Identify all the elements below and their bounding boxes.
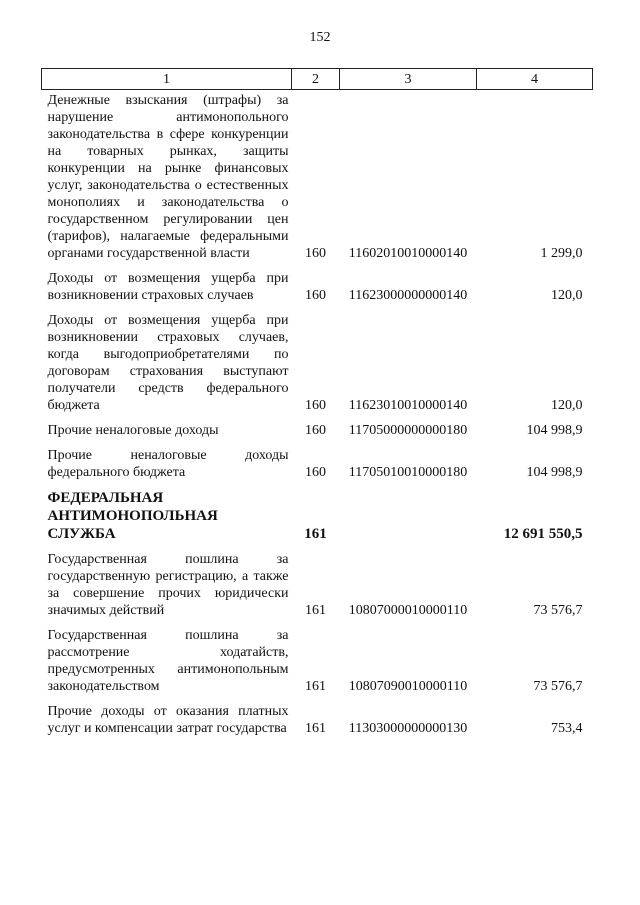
header-col-1: 1 [42,69,292,90]
row-amount-cell: 12 691 550,5 [503,526,583,542]
table-row [42,304,593,414]
row-admin-code-cell: 160 [305,288,326,303]
row-admin-code-cell: 160 [305,398,326,413]
row-budget-code-cell: 11705000000000180 [348,423,468,438]
table-row [42,695,593,737]
table-row [42,439,593,481]
row-name-cell: Государственная пошлина за рассмотрение ходатайств, предусмотренных антимонопольным законодательством [47,628,289,694]
row-amount-cell: 1 299,0 [540,246,583,261]
row-name-cell: Денежные взыскания (штрафы) за нарушение антимонопольного законодательства в сфере конкуренции на товарных рынках, защиты конкуренции на рынке финансовых услуг, законодательства о естественных монополиях и законодательства о государственном регулировании цен (тарифов), налагаемые федеральными органами государственной власти [47,93,289,261]
row-name-cell: Государственная пошлина за государственную регистрацию, а также за совершение прочих юридически значимых действий [47,552,289,618]
row-name-cell: ФЕДЕРАЛЬНАЯ АНТИМОНОПОЛЬНАЯ СЛУЖБА [47,490,218,542]
header-col-3: 3 [340,69,477,90]
header-col-4: 4 [477,69,593,90]
row-name-cell: Доходы от возмещения ущерба при возникновении страховых случаев, когда выгодоприобретателями по договорам страхования выступают получатели средств федерального бюджета [47,313,289,413]
table-row [42,90,593,263]
row-admin-code-cell: 160 [305,465,326,480]
table-row [42,481,593,543]
row-budget-code-cell: 11623000000000140 [348,288,468,303]
table-row [42,543,593,619]
row-budget-code-cell: 11303000000000130 [348,721,468,736]
row-admin-code-cell: 160 [305,246,326,261]
row-amount-cell: 73 576,7 [533,679,583,694]
row-admin-code-cell: 160 [305,423,326,438]
table-row [42,262,593,304]
row-amount-cell: 73 576,7 [533,603,583,618]
row-budget-code-cell: 10807090010000110 [348,679,468,694]
row-admin-code-cell: 161 [305,721,326,736]
row-amount-cell: 104 998,9 [526,423,583,438]
row-budget-code-cell: 11602010010000140 [348,246,468,261]
row-name-cell: Прочие неналоговые доходы федерального бюджета [47,448,289,480]
revenue-table [41,68,593,737]
row-admin-code-cell: 161 [305,679,326,694]
table-header-row [42,69,593,90]
row-budget-code-cell: 10807000010000110 [348,603,468,618]
row-amount-cell: 753,4 [551,721,583,736]
row-amount-cell: 104 998,9 [526,465,583,480]
row-name-cell: Прочие доходы от оказания платных услуг и компенсации затрат государства [47,704,289,736]
header-col-2: 2 [292,69,340,90]
table-body [42,90,593,738]
row-budget-code-cell [340,481,477,543]
row-name-cell: Доходы от возмещения ущерба при возникновении страховых случаев [47,271,289,303]
table-row [42,414,593,439]
row-admin-code-cell: 161 [304,526,327,542]
row-amount-cell: 120,0 [551,398,583,413]
row-amount-cell: 120,0 [551,288,583,303]
row-admin-code-cell: 161 [305,603,326,618]
page-number: 152 [309,30,331,45]
table-row [42,619,593,695]
row-budget-code-cell: 11623010010000140 [348,398,468,413]
row-budget-code-cell: 11705010010000180 [348,465,468,480]
row-name-cell: Прочие неналоговые доходы [47,423,219,438]
